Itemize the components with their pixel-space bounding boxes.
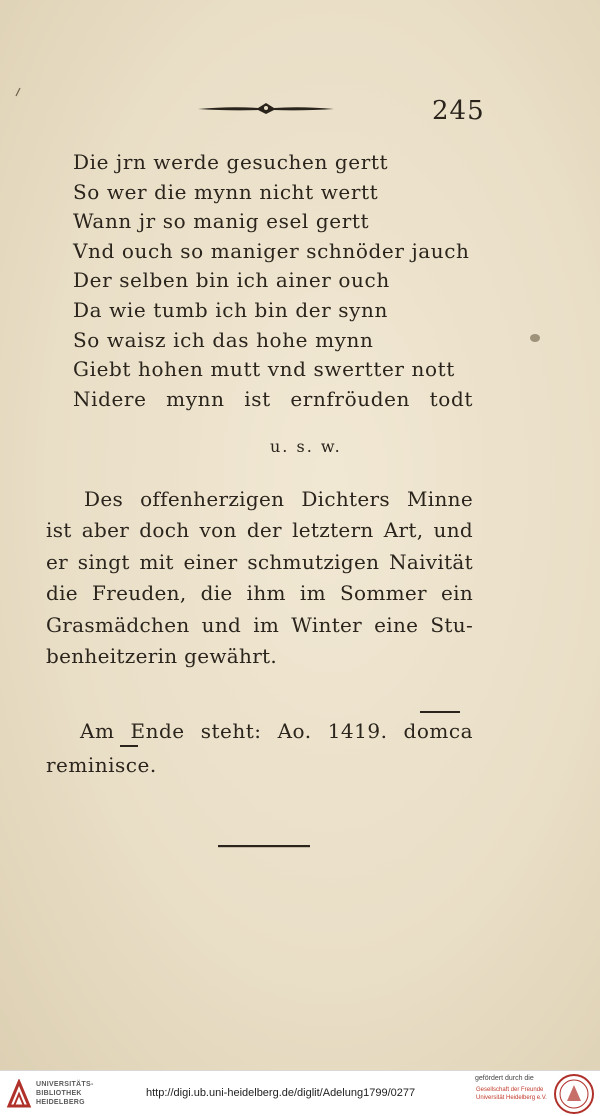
verse-line: Giebt hohen mutt vnd swertter nott: [73, 357, 455, 382]
verse-line: So wer die mynn nicht wertt: [73, 179, 379, 204]
sponsor-name[interactable]: [476, 1086, 547, 1102]
prose-paragraph: [46, 484, 473, 672]
verse-line: Die jrn werde gesuchen gertt: [73, 150, 389, 174]
prose-line: ist aber doch von der letztern Art, und: [46, 518, 473, 543]
library-name: [36, 1080, 94, 1107]
verse-line: So waisz ich das hohe mynn: [73, 327, 374, 352]
university-seal-icon[interactable]: [553, 1073, 595, 1115]
library-name-line: UNIVERSITÄTS-: [36, 1081, 94, 1088]
ink-spot: [14, 86, 22, 98]
sponsor-name-line: Universität Heidelberg e.V.: [476, 1095, 547, 1101]
usw-abbreviation: u. s. w.: [270, 437, 342, 456]
footer-bar: [0, 1070, 600, 1116]
permalink-url[interactable]: http://digi.ub.uni-heidelberg.de/diglit/Adelung1799/0277: [146, 1087, 416, 1099]
sponsor-name-line: Gesellschaft der Freunde: [476, 1087, 544, 1093]
verse-block: [73, 148, 473, 414]
ornament-rule-bottom: [218, 843, 310, 849]
prose-line: er singt mit einer schmutzigen Naivität: [46, 549, 473, 574]
page-number: 245: [432, 96, 485, 126]
closing-line: Am Ende steht: Ao. 1419. domca: [80, 719, 473, 743]
ornament-rule-top: [196, 100, 336, 116]
abbreviation-macron: [120, 744, 138, 748]
prose-line: benheitzerin gewährt.: [46, 643, 278, 668]
verse-line: Der selben bin ich ainer ouch: [73, 268, 390, 293]
verse-line: Wann jr so manig esel gertt: [73, 209, 370, 234]
library-name-line: HEIDELBERG: [36, 1099, 85, 1106]
verse-line: Nidere mynn ist ernfröuden todt: [73, 386, 473, 411]
closing-line: reminisce.: [46, 753, 157, 777]
prose-line: Grasmädchen und im Winter eine Stu-: [46, 612, 473, 637]
verse-line: Vnd ouch so maniger schnöder jauch: [73, 238, 470, 263]
verse-line: Da wie tumb ich bin der synn: [73, 297, 389, 322]
sponsor-label: gefördert durch die: [475, 1075, 534, 1082]
prose-line: die Freuden, die ihm im Sommer ein: [46, 581, 473, 606]
ub-logo-icon[interactable]: [6, 1079, 32, 1109]
abbreviation-macron: [420, 710, 460, 714]
prose-line: Des offenherzigen Dichters Minne: [84, 487, 473, 511]
ink-spot: [528, 332, 542, 344]
closing-paragraph: [46, 714, 473, 782]
library-name-line: BIBLIOTHEK: [36, 1090, 82, 1097]
